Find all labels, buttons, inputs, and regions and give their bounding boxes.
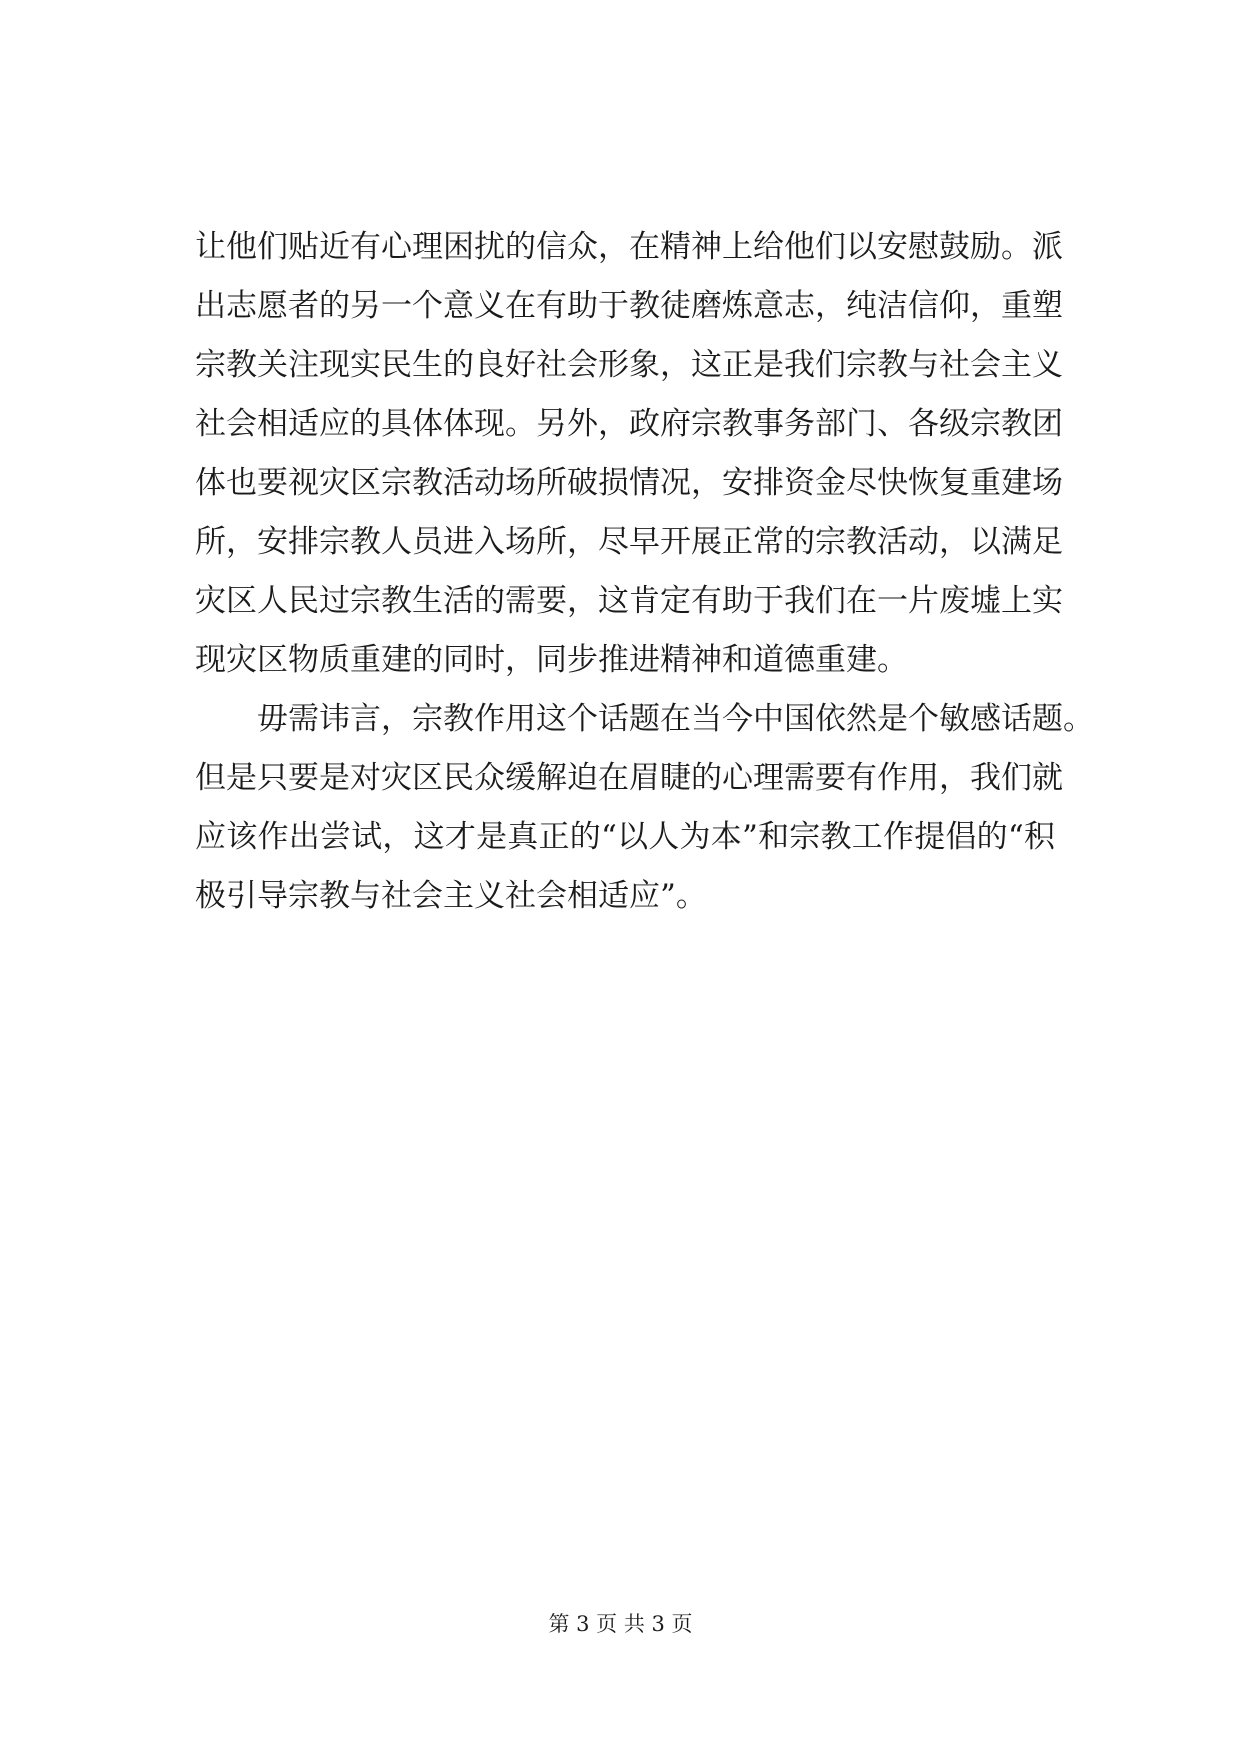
text-line: 社会相适应的具体体现。另外，政府宗教事务部门、各级宗教团 (195, 406, 1063, 442)
body-text (195, 218, 1094, 926)
text-line: 体也要视灾区宗教活动场所破损情况，安排资金尽快恢复重建场 (195, 465, 1063, 501)
text-line: 宗教关注现实民生的良好社会形象，这正是我们宗教与社会主义 (195, 347, 1063, 383)
text-line: 让他们贴近有心理困扰的信众，在精神上给他们以安慰鼓励。派 (195, 229, 1063, 265)
paragraph-1 (195, 218, 1063, 690)
text-line: 应该作出尝试，这才是真正的“以人为本”和宗教工作提倡的“积 (195, 819, 1055, 855)
text-line: 现灾区物质重建的同时，同步推进精神和道德重建。 (195, 642, 908, 678)
text-line: 极引导宗教与社会主义社会相适应”。 (195, 878, 707, 914)
paragraph-2 (195, 690, 1094, 926)
text-line: 但是只要是对灾区民众缓解迫在眉睫的心理需要有作用，我们就 (195, 760, 1063, 796)
text-line: 毋需讳言，宗教作用这个话题在当今中国依然是个敏感话题。 (257, 701, 1094, 737)
page-footer: 第 3 页 共 3 页 (548, 1612, 693, 1636)
text-line: 灾区人民过宗教生活的需要，这肯定有助于我们在一片废墟上实 (195, 583, 1063, 619)
text-line: 出志愿者的另一个意义在有助于教徒磨炼意志，纯洁信仰，重塑 (195, 288, 1063, 324)
text-line: 所，安排宗教人员进入场所，尽早开展正常的宗教活动，以满足 (195, 524, 1063, 560)
